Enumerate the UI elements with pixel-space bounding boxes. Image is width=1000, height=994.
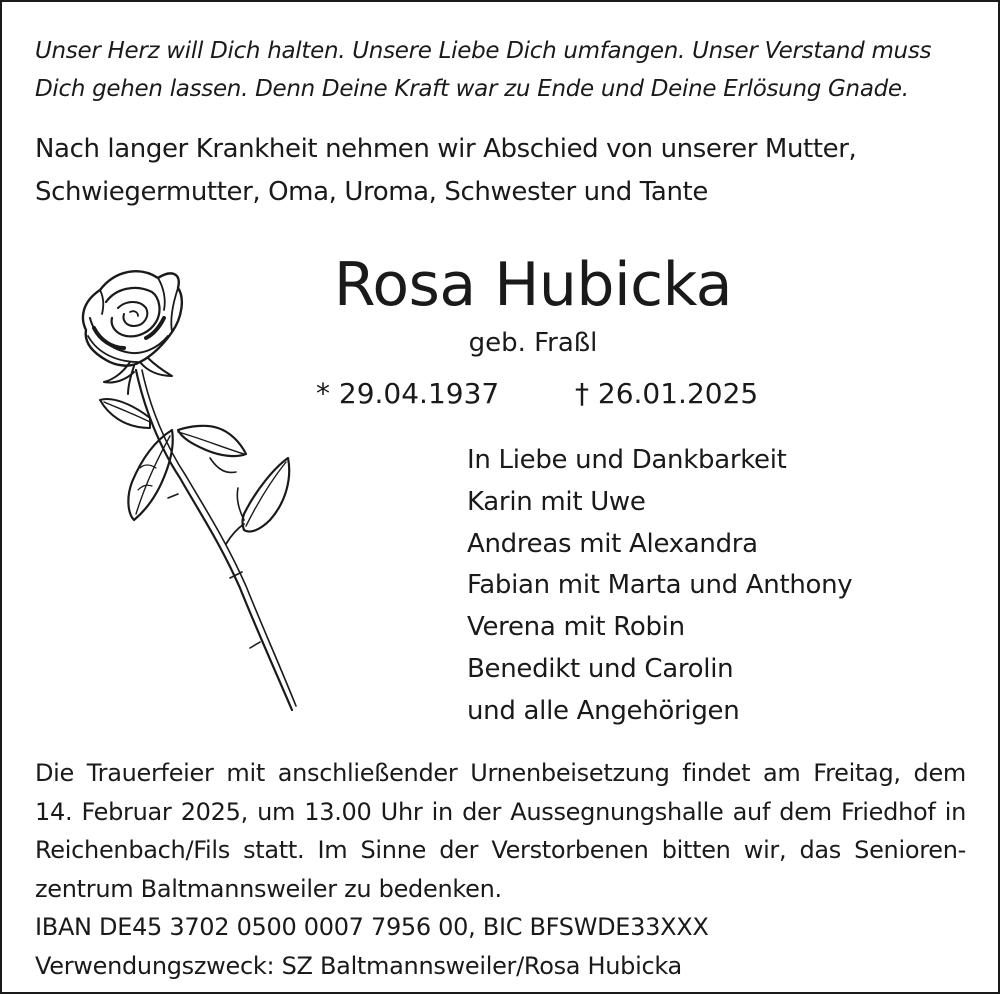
- ceremony-line: Reichenbach/Fils statt. Im Sinne der Verstorbenen bitten wir, das Senioren-: [35, 836, 966, 864]
- birth-date: * 29.04.1937: [316, 377, 500, 410]
- maiden-name: geb. Fraßl: [468, 328, 598, 358]
- bank-details: IBAN DE45 3702 0500 0007 7956 00, BIC BFSWDE33XXX: [35, 913, 709, 941]
- motto-line: Unser Herz will Dich halten. Unsere Liebe Dich umfangen. Unser Verstand muss: [35, 38, 932, 64]
- intro-line: Schwiegermutter, Oma, Uroma, Schwester und Tante: [35, 177, 708, 207]
- mourners-line: und alle Angehörigen: [467, 695, 740, 726]
- mourners-line: Fabian mit Marta und Anthony: [467, 570, 853, 601]
- ceremony-line: zentrum Baltmannsweiler zu bedenken.: [35, 874, 502, 903]
- motto-verse: [35, 32, 965, 108]
- mourners-list: [467, 440, 852, 733]
- intro-text: [35, 128, 965, 214]
- payment-reference: Verwendungszweck: SZ Baltmannsweiler/Rosa Hubicka: [35, 951, 682, 980]
- mourners-line: Andreas mit Alexandra: [467, 528, 758, 559]
- rose-illustration: [60, 258, 310, 718]
- death-date: † 26.01.2025: [575, 377, 759, 410]
- ceremony-details: [35, 754, 966, 985]
- mourners-line: In Liebe und Dankbarkeit: [467, 445, 787, 475]
- ceremony-line: Die Trauerfeier mit anschließender Urnenbeisetzung findet am Freitag, dem: [35, 759, 966, 787]
- deceased-name: Rosa Hubicka: [333, 250, 733, 320]
- ceremony-line: 14. Februar 2025, um 13.00 Uhr in der Aussegnungshalle auf dem Friedhof in: [35, 797, 966, 826]
- intro-line: Nach langer Krankheit nehmen wir Abschied von unserer Mutter,: [35, 134, 857, 164]
- mourners-line: Karin mit Uwe: [467, 486, 646, 517]
- mourners-line: Verena mit Robin: [467, 612, 685, 643]
- mourners-line: Benedikt und Carolin: [467, 653, 734, 684]
- motto-line: Dich gehen lassen. Denn Deine Kraft war zu Ende und Deine Erlösung Gnade.: [35, 76, 909, 102]
